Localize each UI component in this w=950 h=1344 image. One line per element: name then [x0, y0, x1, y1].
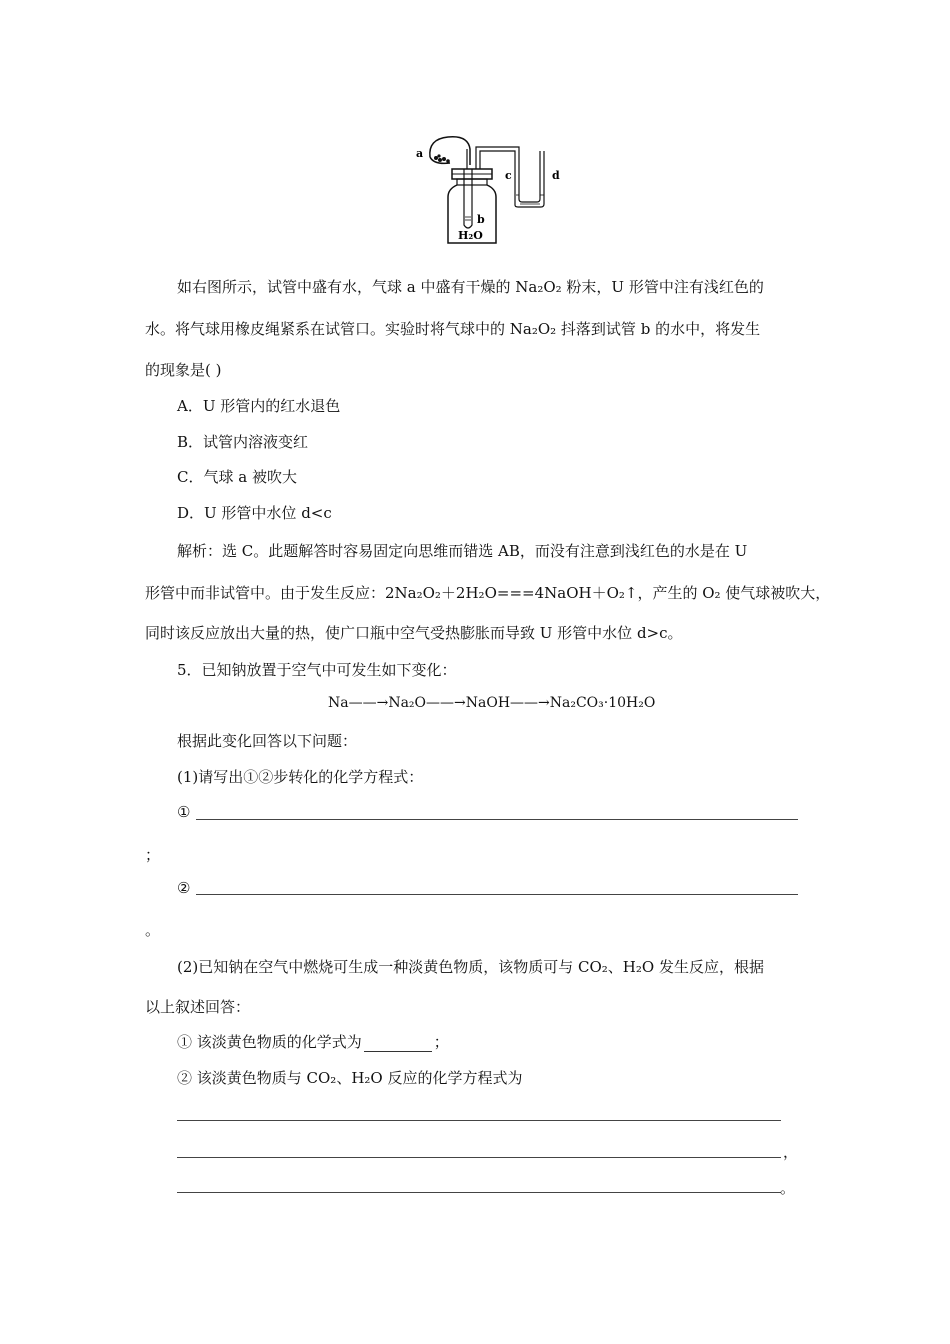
label-c: c: [505, 169, 512, 182]
label-water: H₂O: [458, 229, 483, 242]
q5-part2-end-comma: ，: [783, 1143, 799, 1161]
q5-part1-end2: 。: [145, 921, 161, 939]
answer-line-5[interactable]: [177, 1192, 781, 1193]
q4-stem-line3: 的现象是( ): [145, 361, 222, 379]
q4-option-a: A．U 形管内的红水退色: [177, 397, 341, 415]
q5-part1-end1: ；: [145, 846, 161, 864]
apparatus-figure: [410, 125, 580, 250]
q4-analysis-line2: 形管中而非试管中。由于发生反应：2Na₂O₂＋2H₂O===4NaOH＋O₂↑，产生的 O₂ 使气球被吹大，: [145, 584, 831, 602]
q5-instruction: 根据此变化回答以下问题：: [177, 732, 358, 750]
q4-analysis-line3: 同时该反应放出大量的热，使广口瓶中空气受热膨胀而导致 U 形管中水位 d>c。: [145, 624, 683, 642]
answer-line-2[interactable]: [196, 894, 798, 895]
label-b: b: [477, 213, 485, 226]
q5-part2-q2: ② 该淡黄色物质与 CO₂、H₂O 反应的化学方程式为: [177, 1069, 523, 1087]
q4-option-c: C．气球 a 被吹大: [177, 468, 297, 486]
q5-part1-prompt: (1)请写出①②步转化的化学方程式：: [177, 768, 424, 786]
answer-line-1[interactable]: [196, 819, 798, 820]
label-d: d: [552, 169, 560, 182]
answer-line-4[interactable]: [177, 1157, 781, 1158]
q5-part2-end-period: 。: [780, 1179, 796, 1197]
q5-part2-q1-suffix: ；: [433, 1033, 449, 1051]
q4-option-b: B．试管内溶液变红: [177, 433, 309, 451]
q4-stem-line2: 水。将气球用橡皮绳紧系在试管口。实验时将气球中的 Na₂O₂ 抖落到试管 b 的水中，将发生: [145, 320, 761, 338]
q5-part2-q1-prefix: ① 该淡黄色物质的化学式为: [177, 1033, 362, 1051]
q5-stem: 5．已知钠放置于空气中可发生如下变化：: [177, 661, 457, 679]
q5-part2-line1: (2)已知钠在空气中燃烧可生成一种淡黄色物质，该物质可与 CO₂、H₂O 发生反应，根据: [177, 958, 764, 976]
q4-stem-line1: 如右图所示，试管中盛有水，气球 a 中盛有干燥的 Na₂O₂ 粉末，U 形管中注有浅红色的: [177, 278, 764, 296]
answer-line-3[interactable]: [177, 1120, 781, 1121]
q5-part2-line2: 以上叙述回答：: [145, 998, 251, 1016]
formula-blank[interactable]: [364, 1037, 432, 1052]
q5-part1-mark1: ①: [177, 803, 191, 821]
q4-analysis-line1: 解析：选 C。此题解答时容易固定向思维而错选 AB，而没有注意到浅红色的水是在 U: [177, 542, 748, 560]
q5-reaction-chain: Na——→Na₂O——→NaOH——→Na₂CO₃·10H₂O: [328, 695, 656, 711]
q5-part2-q1: [177, 1032, 449, 1052]
label-a: a: [416, 147, 424, 160]
q5-part1-mark2: ②: [177, 879, 191, 897]
q4-option-d: D．U 形管中水位 d<c: [177, 504, 332, 522]
